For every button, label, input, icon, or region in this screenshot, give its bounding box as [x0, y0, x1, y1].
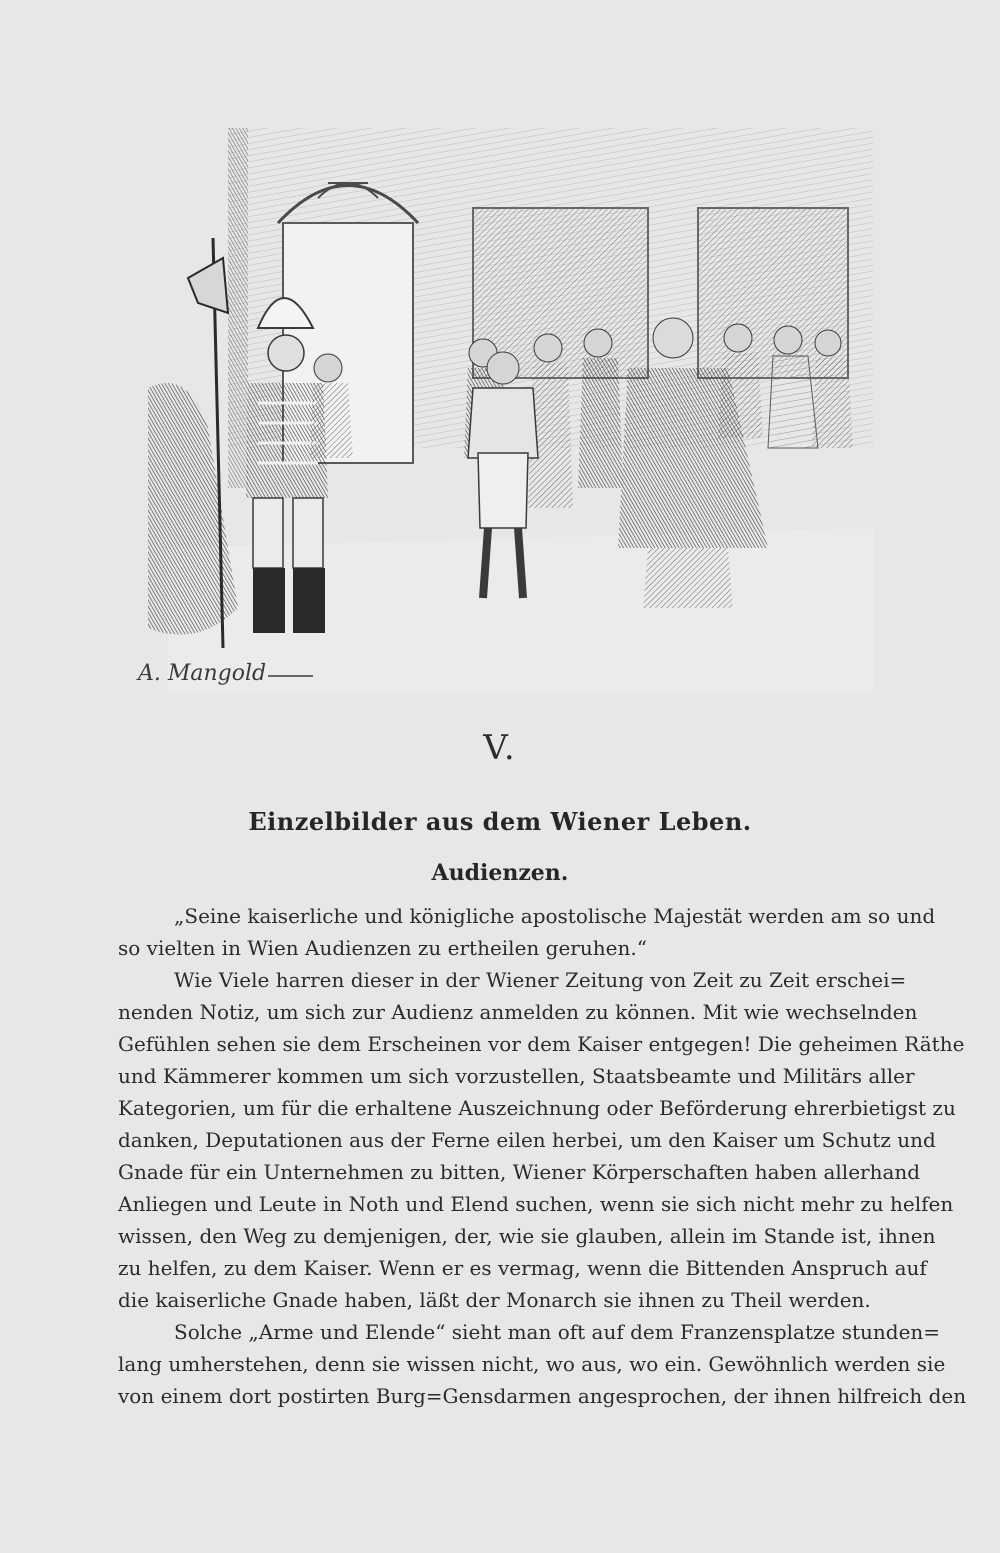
text-line: lang umherstehen, denn sie wissen nicht, wo aus, wo ein. Gewöhnlich werden sie	[118, 1352, 946, 1376]
text-line: zu helfen, zu dem Kaiser. Wenn er es vermag, wenn die Bittenden Anspruch auf	[118, 1256, 927, 1280]
drapery	[148, 383, 238, 635]
body-text	[118, 900, 967, 1412]
text-line: Kategorien, um für die erhaltene Auszeichnung oder Beförderung ehrerbietigst zu	[118, 1096, 956, 1120]
text-line: wissen, den Weg zu demjenigen, der, wie sie glauben, allein im Stande ist, ihnen	[118, 1224, 936, 1248]
section-heading: Audienzen.	[431, 860, 569, 886]
pillar	[228, 128, 248, 488]
audience-hall-illustration	[128, 128, 873, 693]
text-line: nenden Notiz, um sich zur Audienz anmelden zu können. Mit wie wechselnden	[118, 1000, 918, 1024]
text-line: Wie Viele harren dieser in der Wiener Zeitung von Zeit zu Zeit erschei=	[174, 968, 907, 992]
text-line: und Kämmerer kommen um sich vorzustellen, Staatsbeamte und Militärs aller	[118, 1064, 915, 1088]
text-line: Anliegen und Leute in Noth und Elend suchen, wenn sie sich nicht mehr zu helfen	[118, 1192, 954, 1216]
artist-signature: A. Mangold	[138, 661, 267, 686]
text-line: von einem dort postirten Burg=Gensdarmen angesprochen, der ihnen hilfreich den	[118, 1384, 967, 1408]
text-line: danken, Deputationen aus der Ferne eilen herbei, um den Kaiser um Schutz und	[118, 1128, 936, 1152]
text-line: „Seine kaiserliche und königliche apostolische Majestät werden am so und	[174, 904, 936, 928]
chapter-numeral: V.	[483, 728, 517, 768]
text-line: Gnade für ein Unternehmen zu bitten, Wiener Körperschaften haben allerhand	[118, 1160, 921, 1184]
chapter-title: Einzelbilder aus dem Wiener Leben.	[248, 807, 752, 836]
text-line: Gefühlen sehen sie dem Erscheinen vor dem Kaiser entgegen! Die geheimen Räthe	[118, 1032, 965, 1056]
text-line: Solche „Arme und Elende“ sieht man oft auf dem Franzensplatze stunden=	[174, 1320, 941, 1344]
text-line: die kaiserliche Gnade haben, läßt der Monarch sie ihnen zu Theil werden.	[118, 1288, 871, 1312]
text-line: so vielten in Wien Audienzen zu ertheilen geruhen.“	[118, 936, 647, 960]
engraving-drawing	[128, 128, 873, 693]
